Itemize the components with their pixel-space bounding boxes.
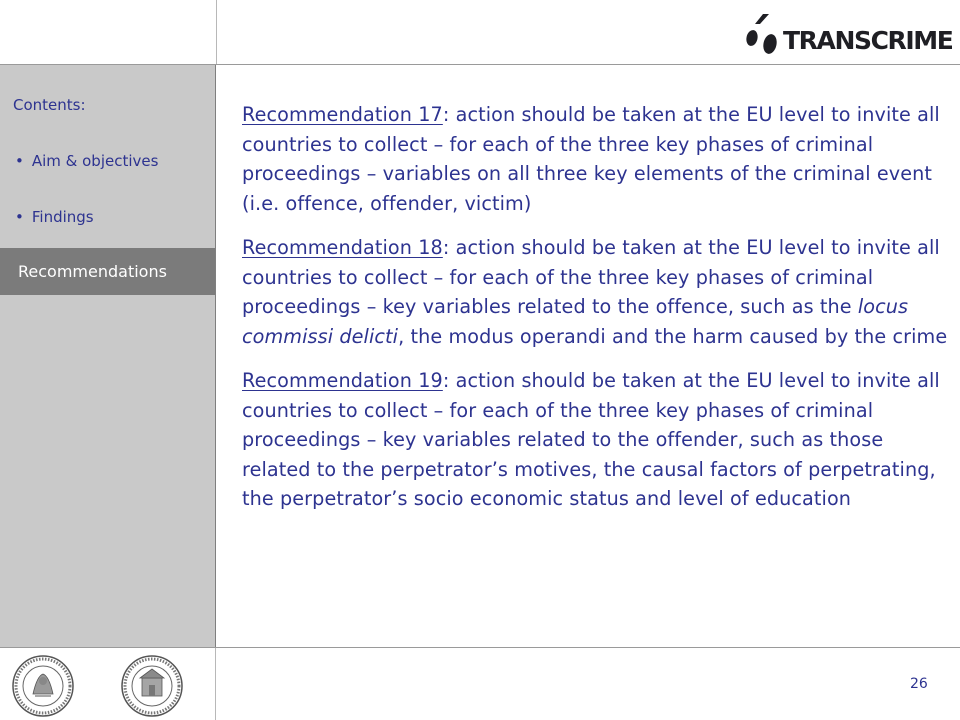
recommendation-label: Recommendation 17 [242, 103, 443, 126]
recommendation-17 [242, 100, 948, 218]
sidebar-item-recommendations[interactable] [0, 248, 215, 295]
recommendation-text: : action should be taken at the EU level to invite all countries to collect – for each of the three key phases of criminal proceedings – key variables related to the offender, such as those related to the perpetrator’s motives, the causal factors of perpetrating, the perpetrator’s socio economic status and level of education [242, 369, 940, 510]
recommendation-italic-term: locus commissi delicti [242, 295, 909, 348]
recommendation-label: Recommendation 18 [242, 236, 443, 259]
recommendation-label: Recommendation 19 [242, 369, 443, 392]
header-left-cell [0, 0, 217, 64]
page-number: 26 [910, 676, 928, 692]
transcrime-logo [743, 12, 953, 58]
logo-wordmark: TRANSCRIME [783, 26, 953, 55]
recommendation-19 [242, 366, 948, 514]
recommendation-18 [242, 233, 948, 351]
sidebar-item-findings[interactable] [15, 208, 94, 226]
bullet-icon: • [15, 208, 24, 226]
recommendation-text: , the modus operandi and the harm caused by the crime [398, 324, 948, 348]
recommendation-text: : action should be taken at the EU level to invite all countries to collect – for each of the three key phases of criminal proceedings – variables on all three key elements of the criminal event (i.e. offence, offender, victim) [242, 103, 940, 215]
sidebar-item-label: Recommendations [18, 262, 167, 281]
sidebar-item-aim-objectives[interactable] [15, 152, 158, 170]
university-seal-icon [120, 654, 184, 718]
contents-title: Contents: [13, 96, 86, 114]
main-content [242, 100, 948, 529]
sidebar-item-label: Aim & objectives [31, 152, 159, 170]
sidebar-item-label: Findings [31, 208, 94, 226]
logo-mark-icon [743, 12, 783, 58]
bullet-icon: • [15, 152, 24, 170]
contents-sidebar [0, 65, 216, 647]
university-seal-icon [11, 654, 75, 718]
recommendation-text: : action should be taken at the EU level to invite all countries to collect – for each of the three key phases of criminal proceedings – key variables related to the offence, such as the [242, 236, 940, 318]
